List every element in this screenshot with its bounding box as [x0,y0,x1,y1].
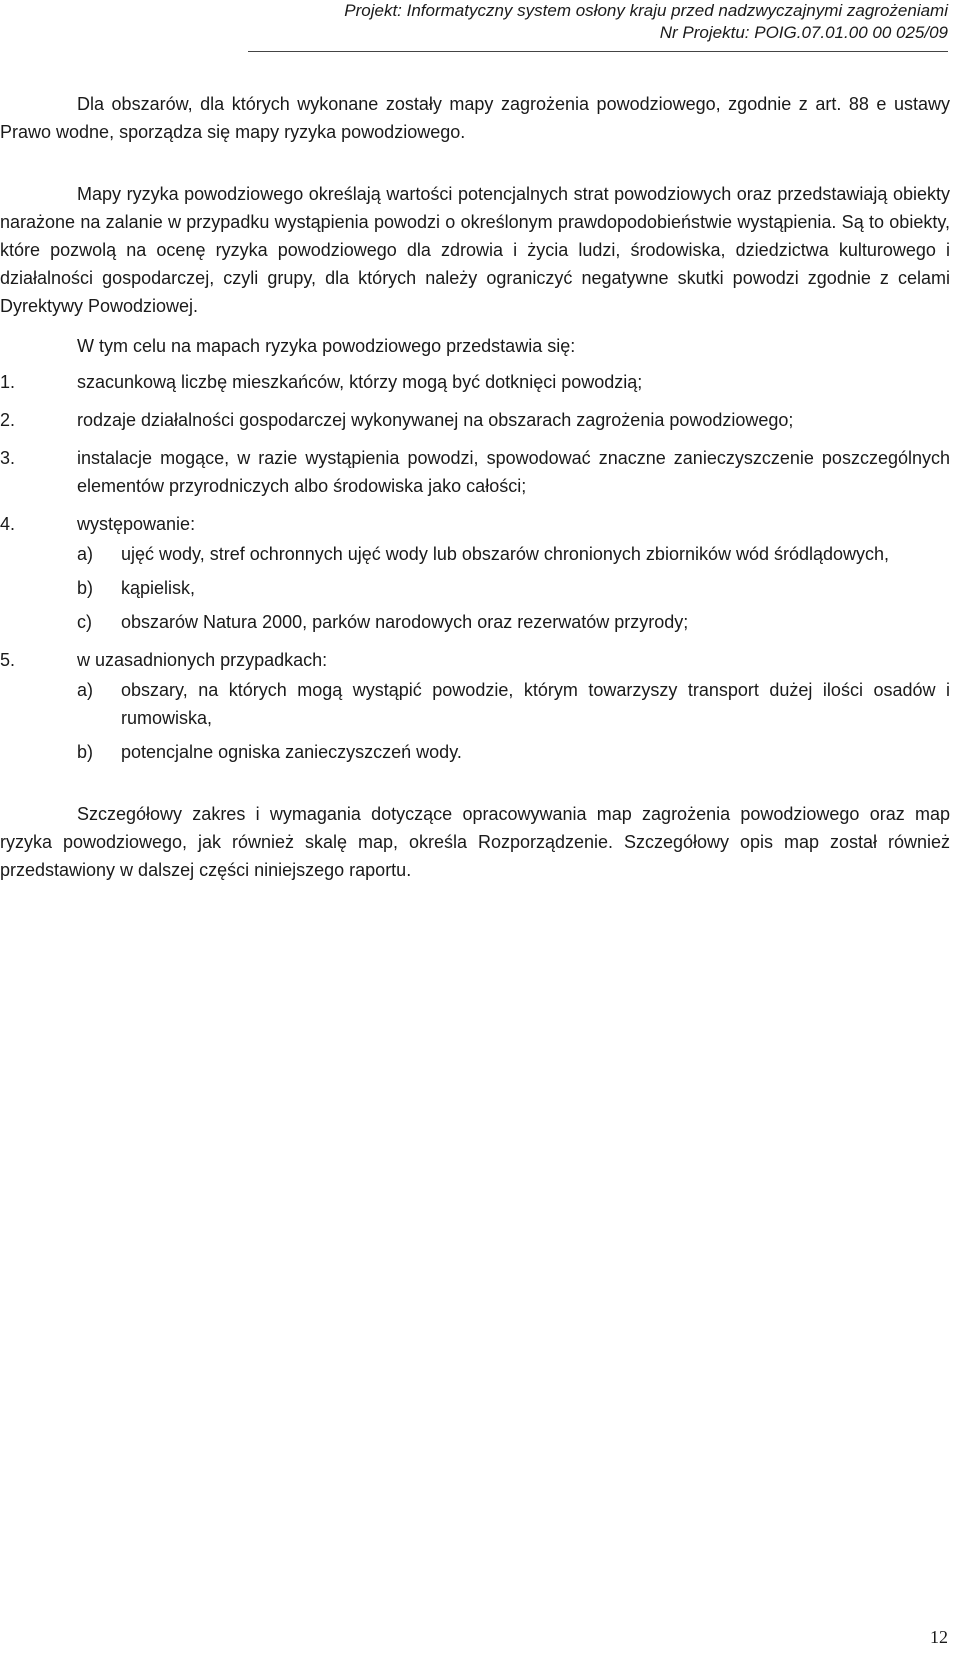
sub-item-text: ujęć wody, stref ochronnych ujęć wody lub obszarów chronionych zbiorników wód śródlądowych, [121,544,890,564]
intro-paragraph: Dla obszarów, dla których wykonane zostały mapy zagrożenia powodziowego, zgodnie z art. 88 e ustawy Prawo wodne, sporządza się mapy ryzyka powodziowego. [0,94,950,142]
list-item [0,444,950,500]
header-project-title: Projekt: Informatyczny system osłony kraju przed nadzwyczajnymi zagrożeniami [344,1,948,20]
list-item-text: w uzasadnionych przypadkach: [77,650,328,670]
list-item [0,510,950,636]
numbered-list [0,368,950,766]
sub-item-text: potencjalne ogniska zanieczyszczeń wody. [121,742,462,762]
sub-item-text: kąpielisk, [121,578,196,598]
list-item-text: szacunkową liczbę mieszkańców, którzy mogą być dotknięci powodzią; [77,372,643,392]
sub-list [77,540,950,636]
list-item-number: 2. [0,410,16,430]
list-item-text: występowanie: [77,514,196,534]
list-item-number: 5. [0,650,16,670]
list-item-number: 4. [0,514,16,534]
list-item-number: 1. [0,372,16,392]
header-project-number: Nr Projektu: POIG.07.01.00 00 025/09 [659,23,948,42]
sub-item-text: obszary, na których mogą wystąpić powodzie, którym towarzyszy transport dużej ilości osadów i rumowiska, [121,680,950,728]
list-item [0,368,950,396]
sub-item-text: obszarów Natura 2000, parków narodowych oraz rezerwatów przyrody; [121,612,689,632]
document-body [0,90,950,884]
list-item-text: rodzaje działalności gospodarczej wykonywanej na obszarach zagrożenia powodziowego; [77,410,794,430]
header-rule [248,51,948,52]
sub-item-letter: b) [77,578,94,598]
sub-list-item [77,574,950,602]
list-item [0,406,950,434]
body-paragraph: Mapy ryzyka powodziowego określają wartości potencjalnych strat powodziowych oraz przedstawiają obiekty narażone na zalanie w przypadku wystąpienia powodzi o określonym prawdopodobieństwie wystąpienia. Są to obiekty, które pozwolą na ocenę ryzyka powodziowego dla zdrowia i życia ludzi, środowiska, dziedzictwa kulturowego i działalności gospodarczej, czyli grupy, dla których należy ograniczyć negatywne skutki powodzi zgodnie z celami Dyrektywy Powodziowej. [0,184,950,316]
page-header [248,0,948,52]
sub-list-item [77,676,950,732]
list-item-text: instalacje mogące, w razie wystąpienia powodzi, spowodować znaczne zanieczyszczenie poszczególnych elementów przyrodniczych albo środowiska jako całości; [77,448,950,496]
page-number: 12 [930,1627,948,1647]
list-item-number: 3. [0,448,16,468]
sub-list-item [77,608,950,636]
sub-list-item [77,738,950,766]
sub-item-letter: a) [77,680,94,700]
sub-item-letter: c) [77,612,92,632]
list-item [0,646,950,766]
sub-item-letter: a) [77,544,94,564]
closing-paragraph: Szczegółowy zakres i wymagania dotyczące opracowywania map zagrożenia powodziowego oraz map ryzyka powodziowego, jak również skalę map, określa Rozporządzenie. Szczegółowy opis map został również przedstawiony w dalszej części niniejszego raportu. [0,804,950,880]
sub-list [77,676,950,766]
sub-list-item [77,540,950,568]
list-intro: W tym celu na mapach ryzyka powodziowego przedstawia się: [77,336,576,356]
sub-item-letter: b) [77,742,94,762]
